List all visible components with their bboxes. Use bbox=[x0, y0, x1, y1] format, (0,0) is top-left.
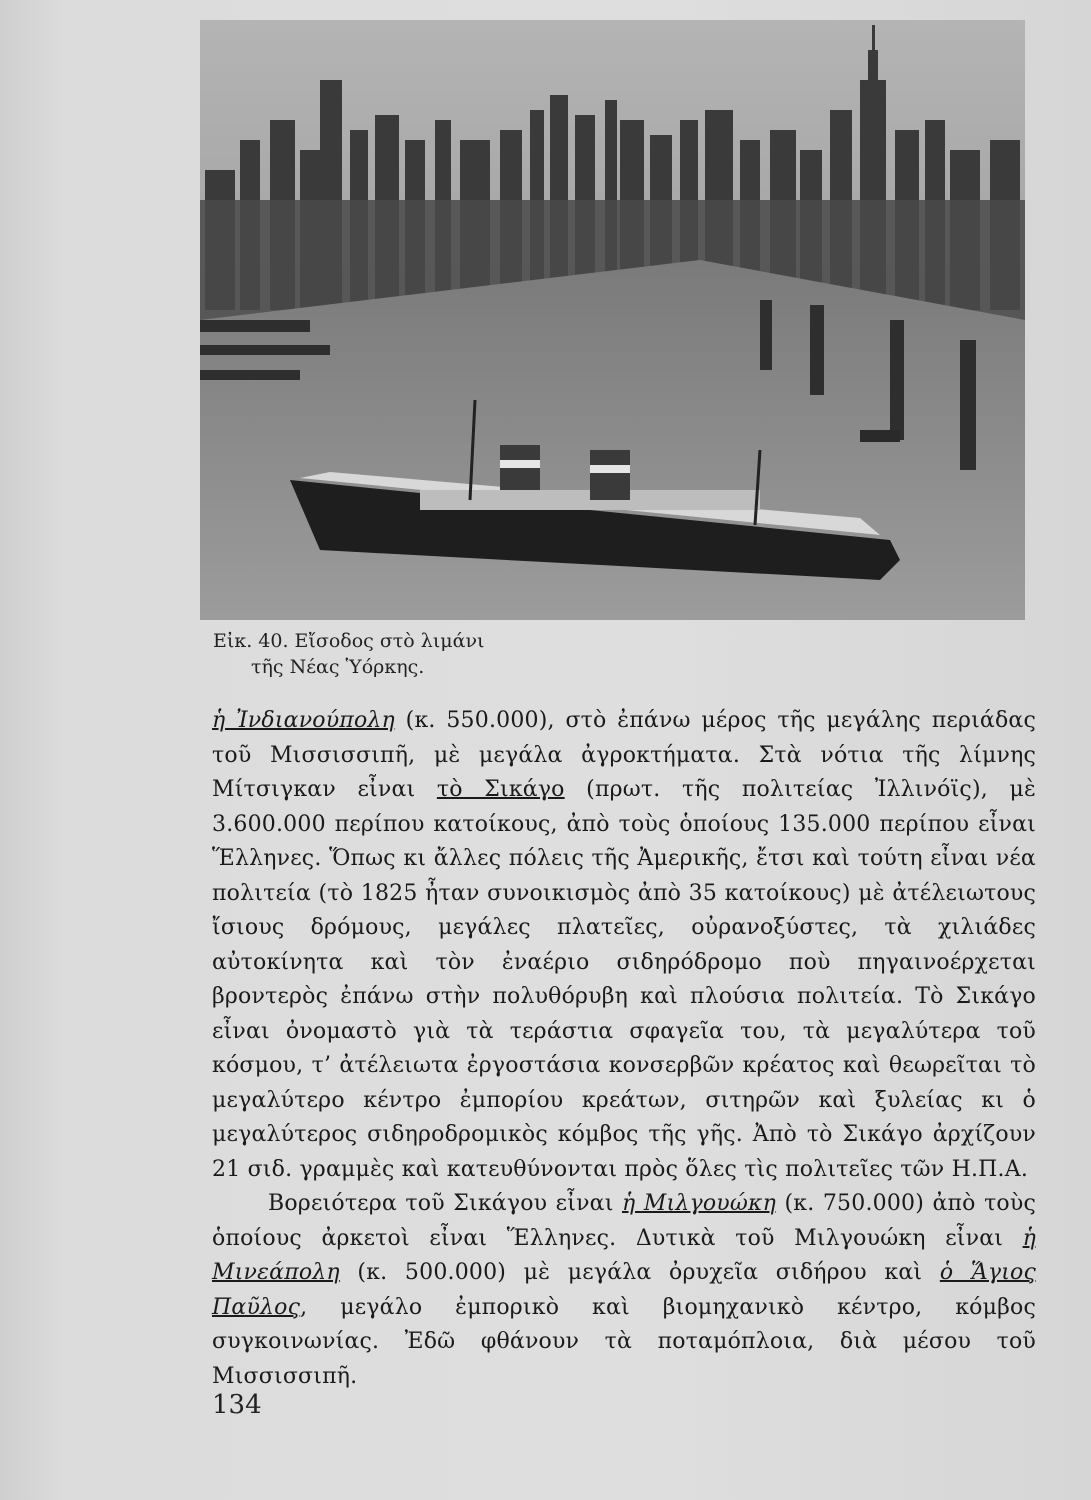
page-number: 134 bbox=[212, 1390, 262, 1420]
paragraph-1-text-a: (κ. 550.000), στὸ ἐπάνω μέρος τῆς μεγάλης περιάδας τοῦ Μισσισσιπῆ, μὲ μεγάλα ἀγροκτήματα. Στὰ νότια τῆς λίμνης Μίτσιγκαν εἶναι bbox=[212, 708, 1036, 802]
paragraph-1-text-b: (πρωτ. τῆς πολιτείας Ἰλλινόϊς), μὲ 3.600.000 περίπου κατοίκους, ἀπὸ τοὺς ὁποίους 135.000 περίπου εἶναι Ἕλληνες. Ὅπως κι ἄλλες πόλεις τῆς Ἀμερικῆς, ἔτσι καὶ τούτη εἶναι νέα πολιτεία (τὸ 1825 ἦταν συνοικισμὸς ἀπὸ 35 κατοίκους) μὲ ἀτέλειωτους ἴσιους δρόμους, μεγάλες πλατεῖες, οὐρανοξύστες, τὰ χιλιάδες αὐτοκίνητα καὶ τὸν ἐναέριο σιδηρόδρομο ποὺ πηγαινοέρχεται βροντερὸς ἐπάνω στὴν πολυθόρυβη καὶ πλούσια πολιτεία. Τὸ Σικάγο εἶναι ὀνομαστὸ γιὰ τὰ τεράστια σφαγεῖα του, τὰ μεγαλύτερα τοῦ κόσμου, τ’ ἀτέλειωτα ἐργοστάσια κονσερβῶν κρέατος καὶ θεωρεῖται τὸ μεγαλύτερο κέντρο ἐμπορίου κρεάτων, σιτηρῶν καὶ ξυλείας κι ὁ μεγαλύτερος σιδηροδρομικὸς κόμβος τῆς γῆς. Ἀπὸ τὸ Σικάγο ἀρχίζουν 21 σιδ. γραμμὲς καὶ κατευθύνονται πρὸς ὅλες τὶς πολιτεῖες τῶν Η.Π.Α. bbox=[212, 777, 1036, 1182]
city-minneapolis: ἡ Μινεάπολη bbox=[212, 1225, 1036, 1285]
body-text bbox=[212, 704, 1036, 1394]
caption-line-1: Εἰκ. 40. Εἴσοδος στὸ λιμάνι bbox=[213, 630, 485, 652]
caption-line-2: τῆς Νέας Ὑόρκης. bbox=[251, 656, 425, 678]
city-indianapolis: ἡ Ἰνδιανούπολη bbox=[212, 708, 395, 733]
paragraph-2 bbox=[212, 1187, 1036, 1394]
city-chicago: τὸ Σικάγο bbox=[436, 777, 565, 802]
paragraph-2-text-b: (κ. 750.000) ἀπὸ τοὺς ὁποίους ἀρκετοὶ εἶναι Ἕλληνες. Δυτικὰ τοῦ Μιλγουώκη εἶναι bbox=[212, 1191, 1036, 1251]
figure-caption bbox=[213, 628, 484, 680]
paragraph-2-text-d: , μεγάλο ἐμπορικὸ καὶ βιομηχανικὸ κέντρο, κόμβος συγκοινωνίας. Ἐδῶ φθάνουν τὰ ποταμόπλοια, διὰ μέσου τοῦ Μισσισσιπῆ. bbox=[212, 1294, 1036, 1389]
paragraph-1 bbox=[212, 704, 1036, 1187]
city-milwaukee: ἡ Μιλγουώκη bbox=[621, 1191, 777, 1216]
paragraph-2-text-c: (κ. 500.000) μὲ μεγάλα ὀρυχεῖα σιδήρου καὶ bbox=[339, 1260, 940, 1285]
harbor-photo bbox=[200, 20, 1025, 620]
city-saint-paul: ὁ Ἅγιος Παῦλος bbox=[212, 1260, 1036, 1320]
new-york-harbor-image bbox=[200, 20, 1025, 620]
paragraph-2-text-a: Βορειότερα τοῦ Σικάγου εἶναι bbox=[268, 1191, 622, 1216]
